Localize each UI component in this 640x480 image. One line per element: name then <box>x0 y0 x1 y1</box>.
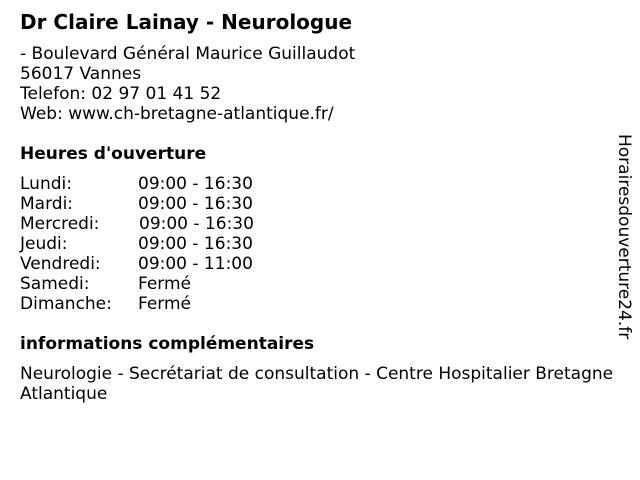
opening-hours-heading: Heures d'ouverture <box>20 144 207 164</box>
day-label: Lundi: <box>20 174 72 194</box>
day-label: Mardi: <box>20 194 74 214</box>
site-watermark: Horairesdouverture24.fr <box>614 134 634 340</box>
street-address: - Boulevard Général Maurice Guillaudot <box>20 44 356 64</box>
day-label: Jeudi: <box>20 234 68 254</box>
day-label: Vendredi: <box>20 254 101 274</box>
day-label: Samedi: <box>20 274 90 294</box>
time-value: 09:00 - 16:30 <box>138 194 253 214</box>
time-value: Fermé <box>138 274 192 294</box>
time-value: 09:00 - 16:30 <box>139 214 254 234</box>
city-postcode: 56017 Vannes <box>20 64 142 84</box>
time-value: 09:00 - 16:30 <box>138 234 253 254</box>
website-link[interactable]: Web: www.ch-bretagne-atlantique.fr/ <box>20 104 334 124</box>
day-label: Dimanche: <box>20 294 112 314</box>
additional-info-heading: informations complémentaires <box>20 334 315 354</box>
phone-number: Telefon: 02 97 01 41 52 <box>20 84 222 104</box>
address-block <box>20 44 355 124</box>
additional-info-text: Neurologie - Secrétariat de consultation - Centre Hospitalier Bretagne Atlantique <box>20 364 614 404</box>
time-value: Fermé <box>138 294 192 314</box>
time-value: 09:00 - 11:00 <box>138 254 253 274</box>
page-title: Dr Claire Lainay - Neurologue <box>20 10 353 34</box>
time-value: 09:00 - 16:30 <box>138 174 253 194</box>
day-label: Mercredi: <box>20 214 100 234</box>
